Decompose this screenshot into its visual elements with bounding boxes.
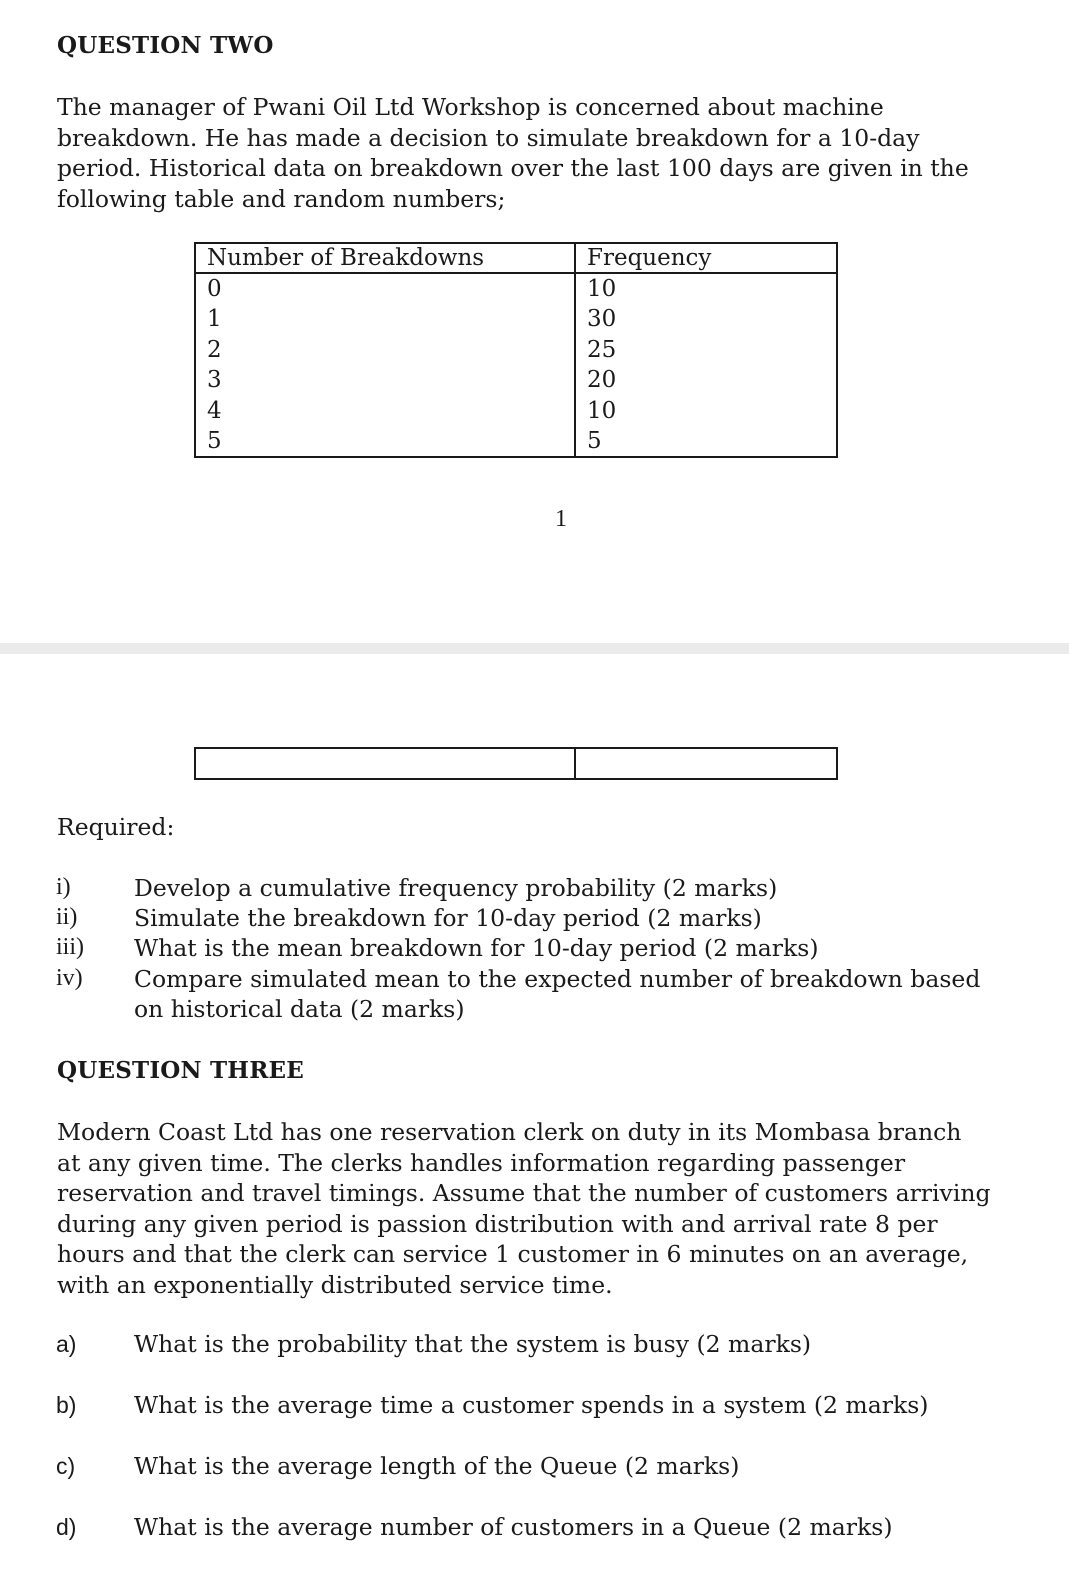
question-three-heading: QUESTION THREE — [57, 1057, 304, 1084]
item-text: Develop a cumulative frequency probability (2 marks) — [134, 874, 778, 902]
item-marker: b) — [56, 1392, 77, 1418]
item-text: Simulate the breakdown for 10-day period (2 marks) — [134, 904, 762, 932]
table-row — [195, 365, 837, 395]
page-number: 1 — [555, 506, 567, 532]
intro-line: The manager of Pwani Oil Ltd Workshop is concerned about machine — [57, 93, 884, 121]
question-two-intro — [57, 92, 1057, 214]
header-frequency: Frequency — [575, 243, 837, 273]
table-row — [195, 304, 837, 334]
intro-line: reservation and travel timings. Assume that the number of customers arriving — [57, 1179, 991, 1207]
table-row — [195, 748, 837, 779]
table-row — [195, 396, 837, 426]
intro-line: at any given time. The clerks handles information regarding passenger — [57, 1148, 906, 1177]
empty-cell — [575, 748, 837, 779]
cell-breakdowns: 0 — [195, 273, 575, 304]
item-marker: i) — [56, 874, 71, 900]
item-marker: iv) — [56, 965, 83, 991]
page-break-divider — [0, 643, 1069, 654]
cell-breakdowns: 4 — [195, 396, 575, 426]
item-text: What is the average length of the Queue (2 marks) — [134, 1452, 740, 1480]
table-header-row — [195, 243, 837, 273]
cell-breakdowns: 2 — [195, 335, 575, 365]
cell-frequency: 10 — [575, 273, 837, 304]
cell-breakdowns: 5 — [195, 426, 575, 457]
cell-frequency: 20 — [575, 365, 837, 395]
item-marker: d) — [56, 1514, 77, 1540]
intro-line: following table and random numbers; — [57, 184, 506, 213]
cell-breakdowns: 1 — [195, 304, 575, 334]
intro-line: Modern Coast Ltd has one reservation clerk on duty in its Mombasa branch — [57, 1118, 962, 1146]
intro-line: with an exponentially distributed service time. — [57, 1270, 613, 1299]
item-marker: iii) — [56, 934, 84, 960]
item-text: What is the average number of customers in a Queue (2 marks) — [134, 1513, 893, 1541]
cell-frequency: 5 — [575, 426, 837, 457]
intro-line: breakdown. He has made a decision to simulate breakdown for a 10-day — [57, 123, 920, 152]
cell-frequency: 10 — [575, 396, 837, 426]
table-row — [195, 335, 837, 365]
continued-table-empty-row — [194, 747, 838, 780]
item-text: What is the average time a customer spends in a system (2 marks) — [134, 1391, 929, 1419]
item-marker: c) — [56, 1453, 76, 1479]
item-marker: a) — [56, 1331, 77, 1357]
item-text: Compare simulated mean to the expected number of breakdown based — [134, 965, 981, 993]
header-number-of-breakdowns: Number of Breakdowns — [195, 243, 575, 273]
breakdown-frequency-table — [194, 242, 838, 458]
table-row — [195, 426, 837, 457]
cell-breakdowns: 3 — [195, 365, 575, 395]
intro-line: during any given period is passion distribution with and arrival rate 8 per — [57, 1209, 938, 1238]
required-label: Required: — [57, 813, 175, 841]
item-text: What is the probability that the system is busy (2 marks) — [134, 1330, 812, 1358]
intro-line: period. Historical data on breakdown over the last 100 days are given in the — [57, 154, 969, 182]
intro-line: hours and that the clerk can service 1 customer in 6 minutes on an average, — [57, 1240, 969, 1268]
cell-frequency: 25 — [575, 335, 837, 365]
question-three-intro — [57, 1117, 1057, 1300]
question-two-heading: QUESTION TWO — [57, 32, 274, 59]
cell-frequency: 30 — [575, 304, 837, 334]
item-text-continued: on historical data (2 marks) — [134, 995, 465, 1023]
item-marker: ii) — [56, 904, 78, 930]
empty-cell — [195, 748, 575, 779]
table-row — [195, 273, 837, 304]
item-text: What is the mean breakdown for 10-day period (2 marks) — [134, 934, 819, 962]
